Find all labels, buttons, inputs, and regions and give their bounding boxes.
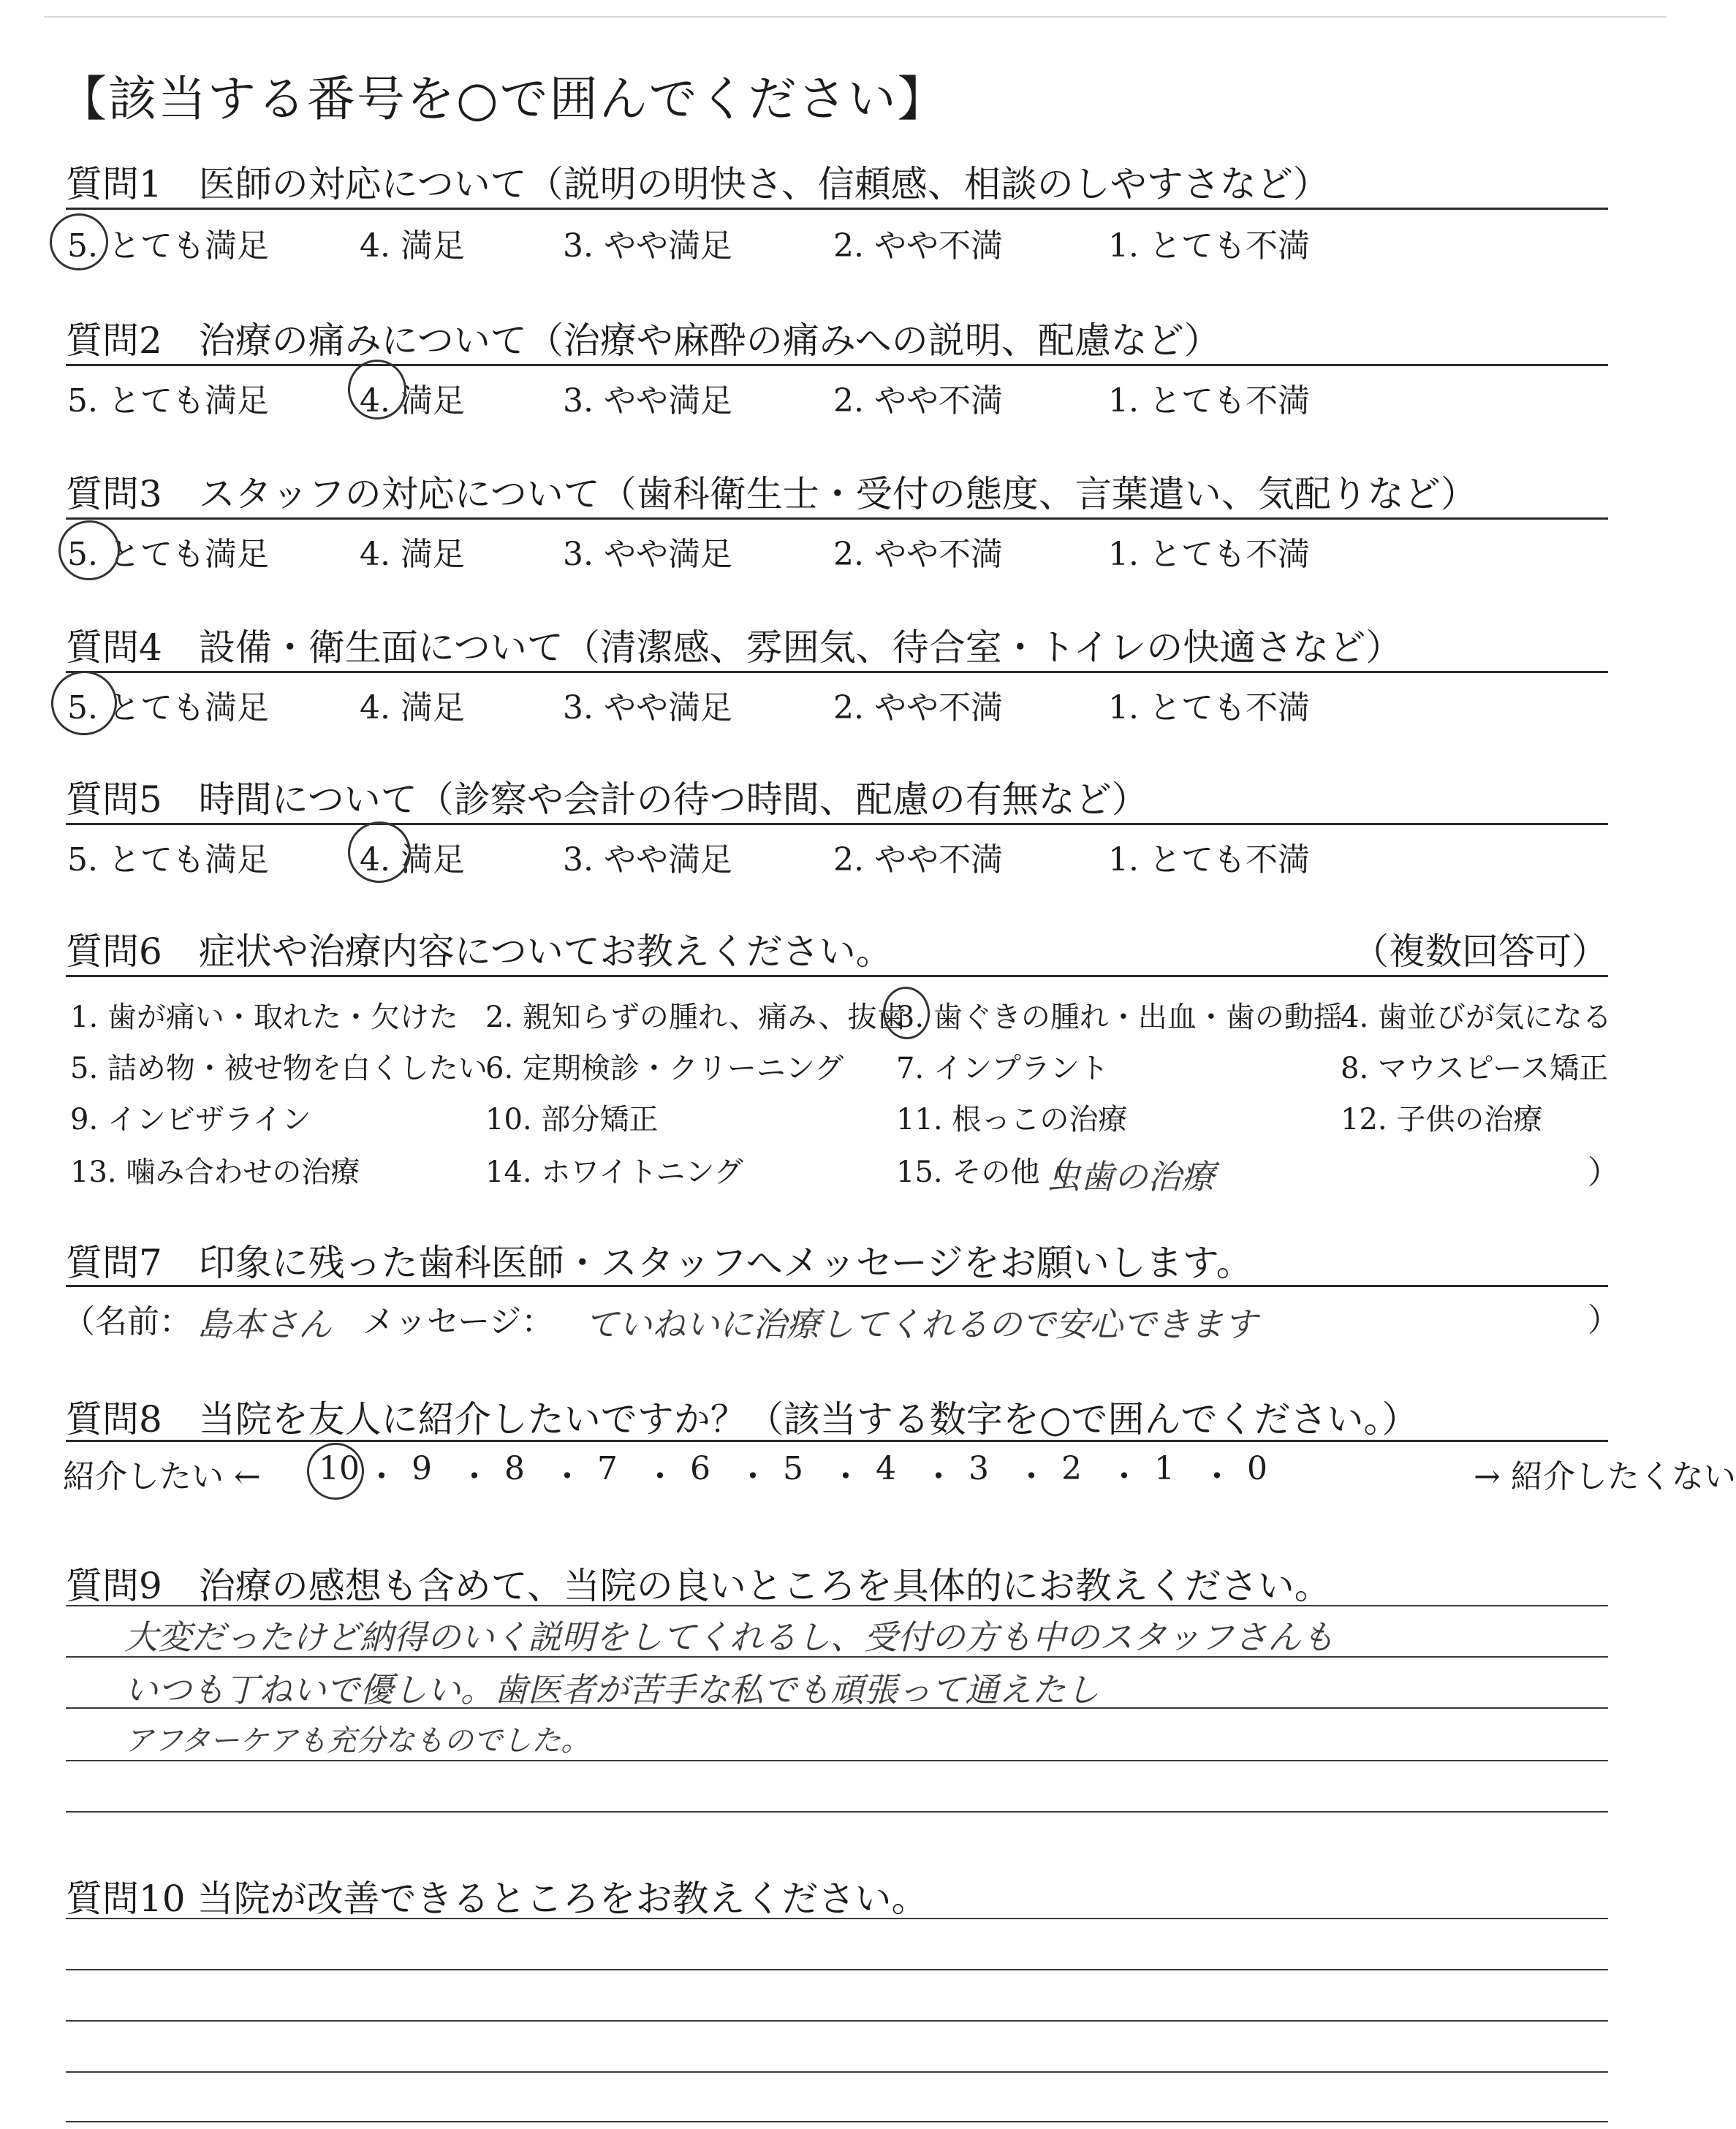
q8-scale-9[interactable]: 9	[412, 1450, 432, 1487]
q3-rule	[66, 517, 1608, 520]
q8-scale-separator: ・	[830, 1458, 862, 1495]
q7-name-handwritten[interactable]: 島本さん	[197, 1305, 332, 1344]
q6-item-8[interactable]: 8. マウスピース矯正	[1341, 1052, 1609, 1085]
q5-option-5[interactable]: 5. とても満足	[67, 841, 269, 878]
q8-scale-6[interactable]: 6	[690, 1450, 710, 1487]
q6-item-9[interactable]: 9. インビザライン	[70, 1103, 311, 1136]
q6-other-close-paren: ）	[1588, 1154, 1620, 1191]
q6-item-10[interactable]: 10. 部分矯正	[485, 1103, 659, 1136]
page-title: 【該当する番号を○で囲んでください】	[58, 71, 947, 127]
q8-left-label: 紹介したい ←	[63, 1458, 261, 1495]
q6-item-14[interactable]: 14. ホワイトニング	[485, 1155, 743, 1189]
q8-scale-separator: ・	[458, 1458, 490, 1495]
q5-option-4[interactable]: 4. 満足	[360, 841, 465, 878]
q7-close-paren: ）	[1588, 1302, 1620, 1339]
q6-item-1[interactable]: 1. 歯が痛い・取れた・欠けた	[70, 1001, 458, 1034]
q8-scale-10[interactable]: 10	[319, 1450, 360, 1487]
q2-option-4[interactable]: 4. 満足	[360, 382, 465, 420]
q10-line-2[interactable]	[66, 1969, 1608, 1970]
q2-title: 質問2 治療の痛みについて（治療や麻酔の痛みへの説明、配慮など）	[66, 319, 1221, 362]
q7-message-label: メッセージ：	[363, 1303, 554, 1340]
q8-scale-7[interactable]: 7	[597, 1450, 618, 1487]
q6-item-13[interactable]: 13. 噛み合わせの治療	[70, 1155, 360, 1189]
q3-option-3[interactable]: 3. やや満足	[563, 536, 732, 573]
q6-title: 質問6 症状や治療内容についてお教えください。	[66, 930, 892, 973]
q6-item-6[interactable]: 6. 定期検診・クリーニング	[485, 1052, 844, 1085]
q10-title: 質問10 当院が改善できるところをお教えください。	[66, 1878, 928, 1920]
q3-option-4[interactable]: 4. 満足	[360, 536, 465, 573]
q6-item-2[interactable]: 2. 親知らずの腫れ、痛み、抜歯	[485, 1001, 906, 1034]
q8-right-label: → 紹介したくない	[1474, 1458, 1736, 1495]
q8-scale-8[interactable]: 8	[504, 1450, 525, 1487]
q9-answer-line-3[interactable]: アフターケアも充分なものでした。	[124, 1724, 591, 1758]
q8-scale-separator: ・	[1201, 1458, 1233, 1495]
q5-rule	[66, 823, 1608, 825]
q9-line-4	[66, 1760, 1608, 1761]
q3-option-1[interactable]: 1. とても不満	[1108, 536, 1310, 573]
q6-item-5[interactable]: 5. 詰め物・被せ物を白くしたい	[70, 1052, 488, 1085]
q9-answer-line-1[interactable]: 大変だったけど納得のいく説明をしてくれるし、受付の方も中のスタッフさんも	[124, 1617, 1335, 1657]
q8-scale-2[interactable]: 2	[1061, 1450, 1082, 1487]
q1-option-3[interactable]: 3. やや満足	[563, 227, 732, 265]
q1-rule	[66, 208, 1608, 210]
q4-rule	[66, 671, 1608, 673]
q5-option-2[interactable]: 2. やや不満	[833, 841, 1003, 878]
q2-rule	[66, 364, 1608, 366]
q8-scale-1[interactable]: 1	[1154, 1450, 1175, 1487]
q10-line-5[interactable]	[66, 2121, 1608, 2122]
q3-option-2[interactable]: 2. やや不満	[833, 536, 1003, 573]
q6-item-3[interactable]: 3. 歯ぐきの腫れ・出血・歯の動揺	[896, 1001, 1343, 1034]
q9-answer-line-2[interactable]: いつも丁ねいで優しい。歯医者が苦手な私でも頑張って通えたし	[124, 1670, 1099, 1709]
q9-title: 質問9 治療の感想も含めて、当院の良いところを具体的にお教えください。	[66, 1565, 1331, 1607]
q2-option-5[interactable]: 5. とても満足	[67, 382, 269, 420]
q10-line-4[interactable]	[66, 2071, 1608, 2073]
q1-option-5[interactable]: 5. とても満足	[67, 227, 269, 265]
q4-title: 質問4 設備・衛生面について（清潔感、雰囲気、待合室・トイレの快適さなど）	[66, 626, 1403, 669]
q7-title: 質問7 印象に残った歯科医師・スタッフへメッセージをお願いします。	[66, 1242, 1253, 1284]
q8-scale-separator: ・	[737, 1458, 769, 1495]
q5-option-3[interactable]: 3. やや満足	[563, 841, 732, 878]
q6-item-15[interactable]: 15. その他（	[896, 1155, 1069, 1189]
q8-scale-separator: ・	[1108, 1458, 1140, 1495]
q1-option-1[interactable]: 1. とても不満	[1108, 227, 1310, 265]
q4-option-5[interactable]: 5. とても満足	[67, 689, 269, 726]
q8-scale-4[interactable]: 4	[876, 1450, 896, 1487]
q3-title: 質問3 スタッフの対応について（歯科衛生士・受付の態度、言葉遣い、気配りなど）	[66, 473, 1477, 515]
q9-line-1	[66, 1605, 1608, 1606]
q4-option-1[interactable]: 1. とても不満	[1108, 689, 1310, 726]
top-border	[44, 16, 1667, 18]
q8-scale-3[interactable]: 3	[969, 1450, 989, 1487]
q8-rule	[66, 1440, 1608, 1442]
q5-title: 質問5 時間について（診察や会計の待つ時間、配慮の有無など）	[66, 778, 1148, 821]
q6-multiple-note: （複数回答可）	[1352, 930, 1608, 973]
q10-line-1[interactable]	[66, 1918, 1608, 1919]
q7-name-label: （名前：	[63, 1303, 192, 1340]
q3-option-5[interactable]: 5. とても満足	[67, 536, 269, 573]
q6-other-handwritten[interactable]: 虫歯の治療	[1047, 1157, 1215, 1196]
q8-scale-separator: ・	[644, 1458, 676, 1495]
q6-item-11[interactable]: 11. 根っこの治療	[896, 1103, 1128, 1136]
q6-item-7[interactable]: 7. インプラント	[896, 1052, 1109, 1085]
q10-line-3[interactable]	[66, 2020, 1608, 2022]
q4-option-2[interactable]: 2. やや不満	[833, 689, 1003, 726]
q2-option-1[interactable]: 1. とても不満	[1108, 382, 1310, 420]
q7-rule	[66, 1285, 1608, 1287]
q2-option-2[interactable]: 2. やや不満	[833, 382, 1003, 420]
q8-scale-separator: ・	[365, 1458, 398, 1495]
q5-option-1[interactable]: 1. とても不満	[1108, 841, 1310, 878]
q6-item-12[interactable]: 12. 子供の治療	[1341, 1103, 1543, 1136]
q8-selection-circle	[304, 1440, 367, 1503]
q4-option-4[interactable]: 4. 満足	[360, 689, 465, 726]
q8-scale-separator: ・	[551, 1458, 583, 1495]
q1-title: 質問1 医師の対応について（説明の明快さ、信頼感、相談のしやすさなど）	[66, 163, 1330, 205]
q8-scale-0[interactable]: 0	[1247, 1450, 1267, 1487]
q7-message-handwritten[interactable]: ていねいに治療してくれるので安心できます	[585, 1305, 1257, 1344]
q1-option-2[interactable]: 2. やや不満	[833, 227, 1003, 265]
q8-title: 質問8 当院を友人に紹介したいですか？（該当する数字を○で囲んでください。）	[66, 1398, 1419, 1441]
q4-option-3[interactable]: 3. やや満足	[563, 689, 732, 726]
q8-scale-separator: ・	[1015, 1458, 1047, 1495]
q8-scale-5[interactable]: 5	[783, 1450, 803, 1487]
q2-option-3[interactable]: 3. やや満足	[563, 382, 732, 420]
q6-rule	[66, 975, 1608, 977]
q9-line-5	[66, 1811, 1608, 1813]
q6-item-4[interactable]: 4. 歯並びが気になる	[1341, 1001, 1612, 1034]
q8-scale-separator: ・	[922, 1458, 955, 1495]
q1-option-4[interactable]: 4. 満足	[360, 227, 465, 265]
